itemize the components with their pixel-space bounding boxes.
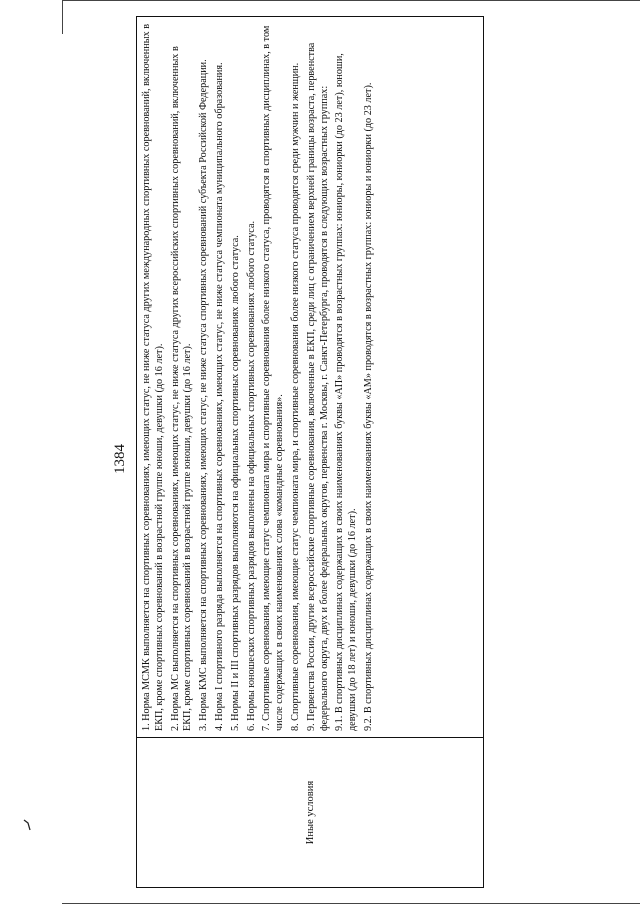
conditions-table [136,16,484,888]
condition-item: 9.1. В спортивных дисциплинах содержащих в своих наименованиях буквы «АП» проводятся в возрастных группах: юниоры, юниорки (до 23 лет), юноши, девушки (до 18 лет) и юноши, девушки (до 16 лет). [334,53,359,731]
scan-frame-left-line [62,0,63,34]
rotated-page [108,4,492,904]
condition-item: 9.2. В спортивных дисциплинах содержащих в своих наименованиях буквы «АМ» проводятся в возрастных группах: юниоры и юниорки (до 23 лет). [362,82,374,731]
condition-item: 6. Нормы юношеских спортивных разрядов выполнены на официальных спортивных соревнованиях любого статуса. [245,220,257,731]
condition-item: 9. Первенства России, другие всероссийские спортивные соревнования, включенные в ЕКП, среди лиц с ограничением верхней границы возраста, первенства федерального округа, двух и более федеральных округов, первенства г. Москвы, г. Санкт-Петербурга, проводятся в следующих возрастных группах: [305,42,330,731]
table-label-cell [137,737,483,887]
page-number: 1384 [112,444,128,474]
condition-item: 1. Норма МСМК выполняется на спортивных соревнованиях, имеющих статус, не ниже статуса других международных спортивных соревнований, включенных в ЕКП, кроме спортивных соревнований в возрастной группе юноши, девушки (до 16 лет). [141,23,165,731]
condition-item: 2. Норма МС выполняется на спортивных соревнованиях, имеющих статус, не ниже статуса других всероссийских спортивных соревнований, включенных в ЕКП, кроме спортивных соревнований в возрастной группе юноши, девушки (до 16 лет). [169,46,194,731]
scan-mark-icon [22,818,36,832]
table-label: Иные условия [304,780,316,845]
condition-item: 7. Спортивные соревнования, имеющие статус чемпионата мира и спортивные соревнования более низкого статуса, проводятся в спортивных дисциплинах, в том числе содержащих в своих наименованиях слова «командные соревнования». [261,25,286,731]
scan-frame-top-line [62,0,640,1]
condition-item: 8. Спортивные соревнования, имеющие статус чемпионата мира, и спортивные соревнования более низкого статуса проводятся среди мужчин и женщин. [289,62,301,731]
condition-item: 3. Норма КМС выполняется на спортивных соревнованиях, имеющих статус, не ниже статуса спортивных соревнований субъекта Российской Федерации. [198,59,210,731]
condition-item: 5. Нормы II и III спортивных разрядов выполняются на официальных спортивных соревнованиях любого статуса. [229,235,241,731]
condition-item: 4. Норма I спортивного разряда выполняется на спортивных соревнованиях, имеющих статус, не ниже статуса чемпионата муниципального образования. [213,62,225,731]
table-content-cell [137,17,483,737]
